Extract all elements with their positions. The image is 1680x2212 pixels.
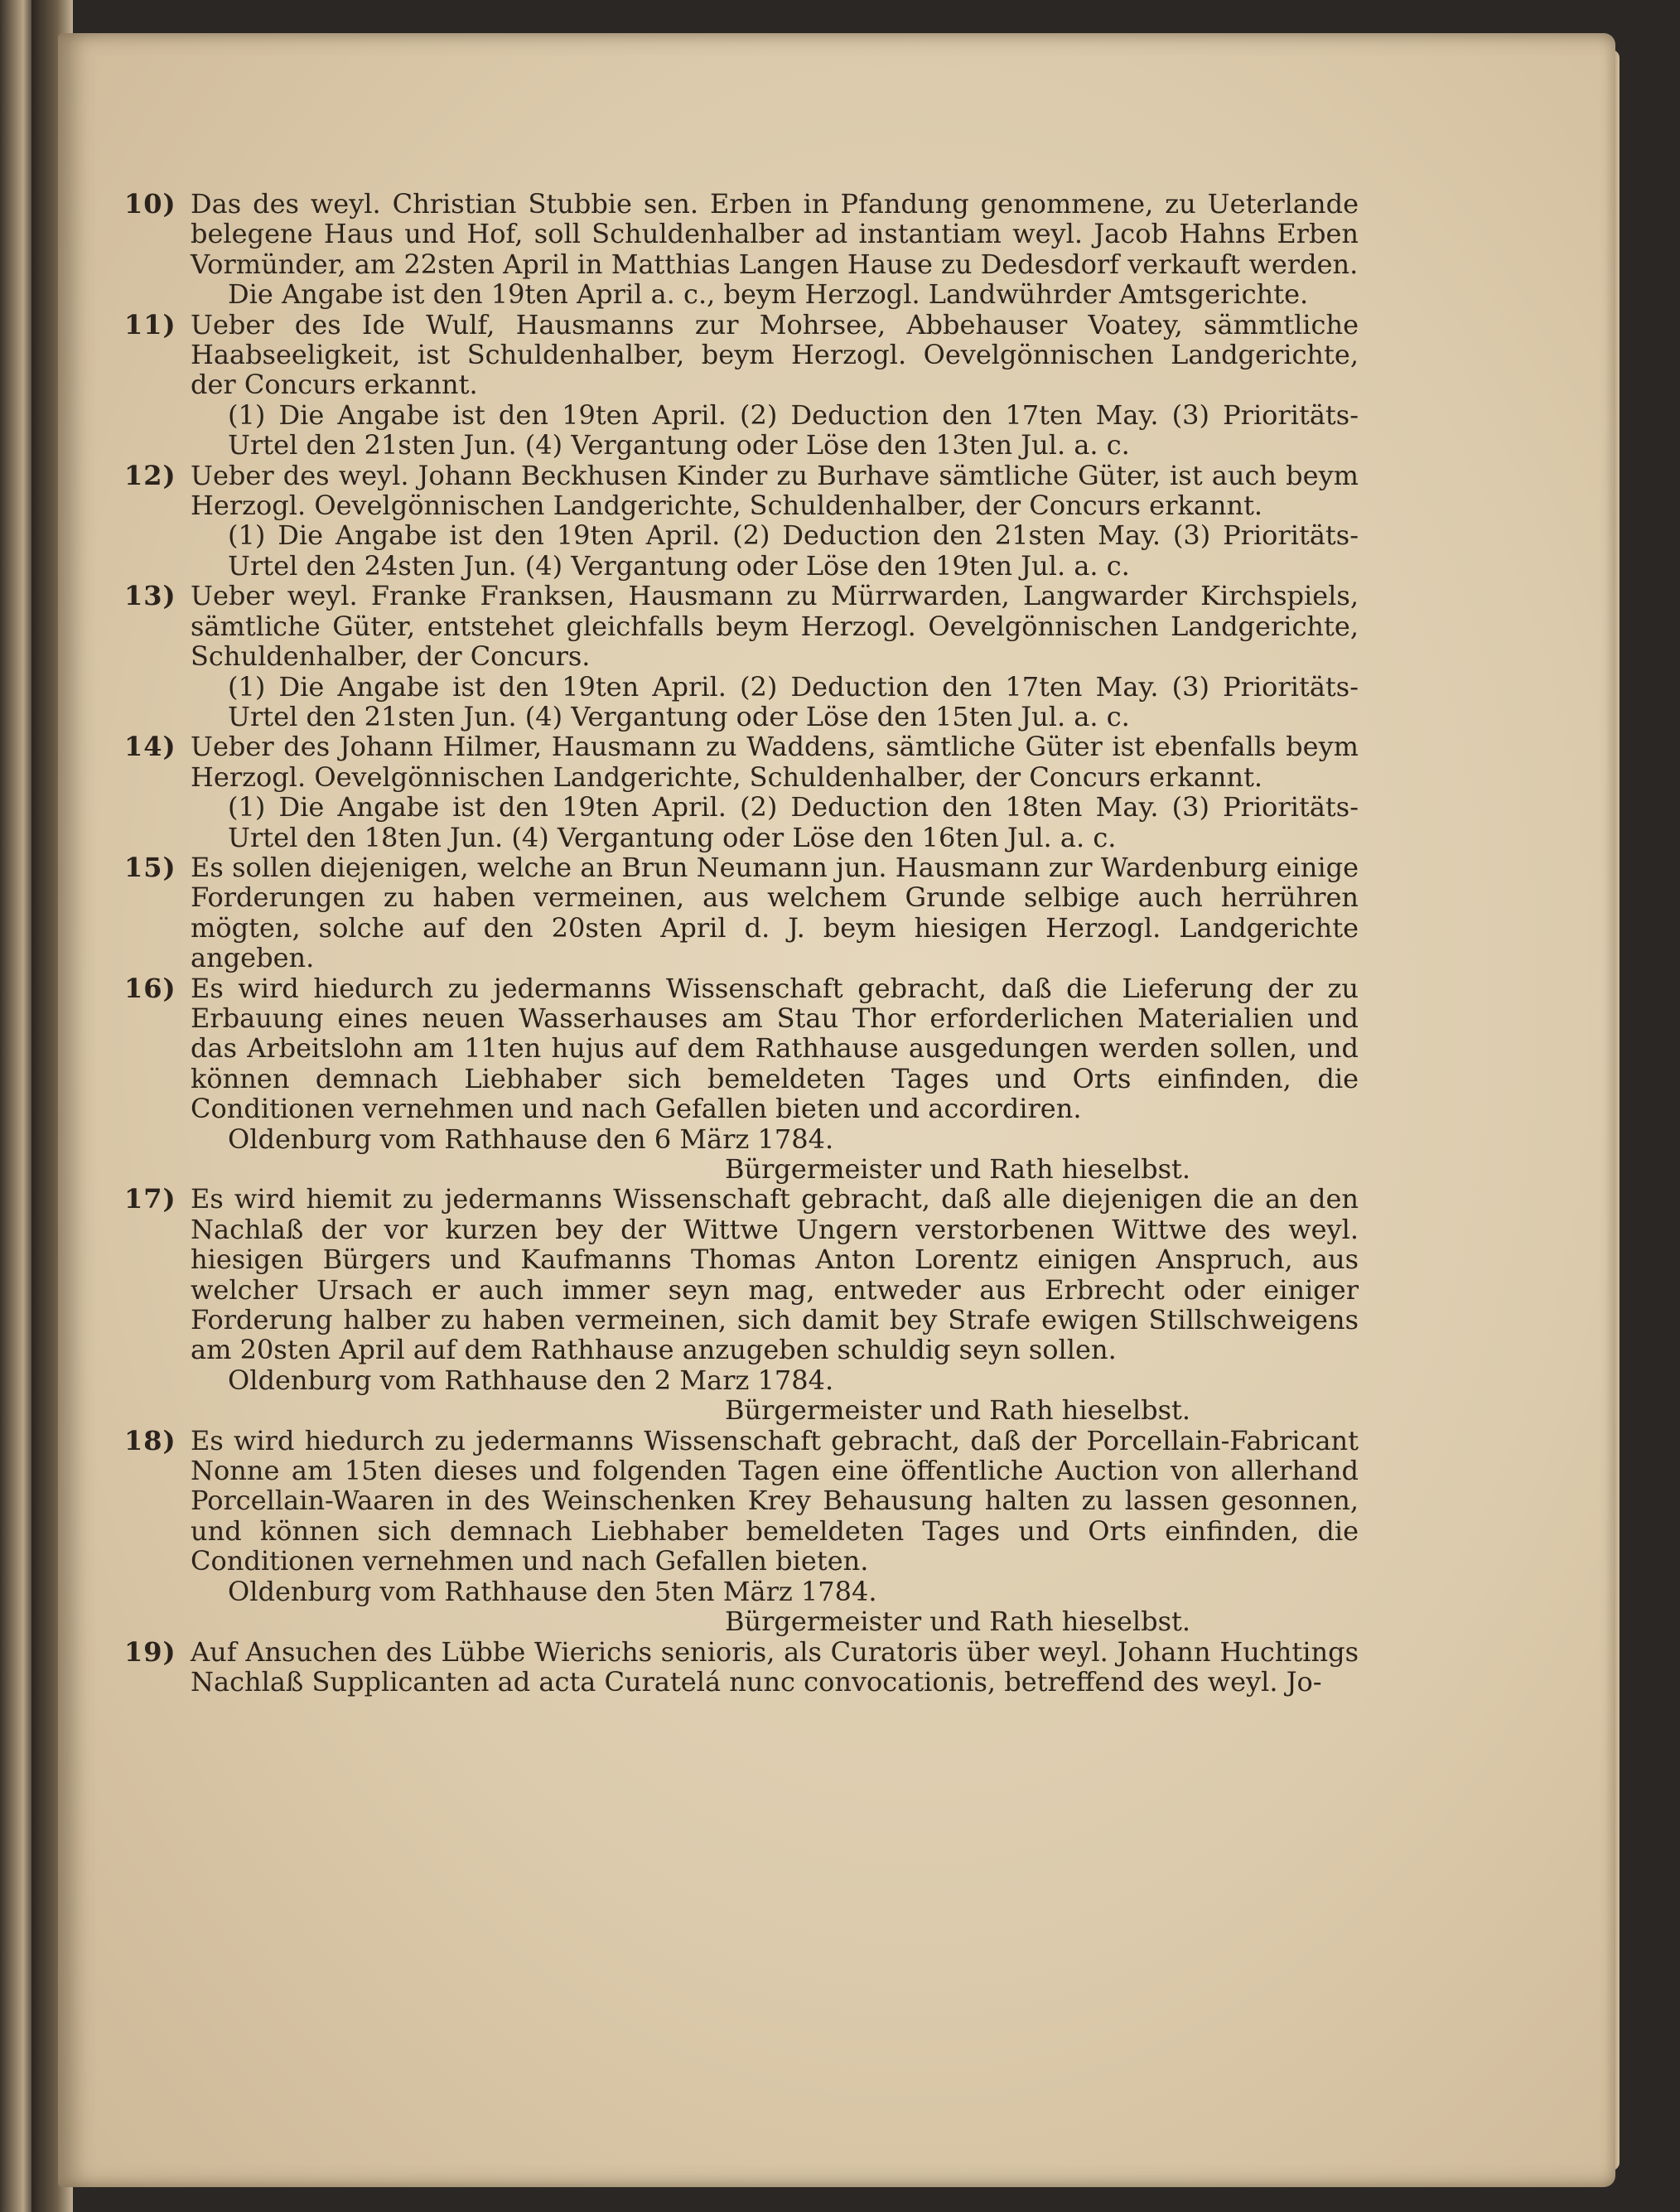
entry-number: 10) xyxy=(124,188,176,220)
entry-number: 12) xyxy=(124,459,176,491)
entry-text: Es wird hiedurch zu jedermanns Wissenschaft gebracht, daß die Lieferung der zu Erbauung eines neuen Wasserhauses am Stau Thor erforderlichen Materialien und das Arbeitslohn am 11ten hujus auf dem Rathhause ausgedungen werden sollen, und können demnach Liebhaber sich bemeldeten Tages und Orts einfinden, die Conditionen vernehmen und nach Gefallen bieten und accordiren. xyxy=(191,972,1359,1125)
entry-note: (1) Die Angabe ist den 19ten April. (2) Deduction den 17ten May. (3) Prioritäts-Urtel den 21sten Jun. (4) Vergantung oder Löse den 13ten Jul. a. c. xyxy=(228,398,1359,461)
entry-text: Das des weyl. Christian Stubbie sen. Erben in Pfandung genommene, zu Ueterlande belegene Haus und Hof, soll Schuldenhalber ad instantiam weyl. Jacob Hahns Erben Vormünder, am 22sten April in Matthias Langen Hause zu Dedesdorf verkauft werden. xyxy=(191,188,1359,280)
entry-text: Ueber des Ide Wulf, Hausmanns zur Mohrsee, Abbehauser Voatey, sämmtliche Haabseeligkeit, ist Schuldenhalber, beym Herzogl. Oevelgönnischen Landgerichte, der Concurs erkannt. xyxy=(191,308,1359,401)
entry-text: Auf Ansuchen des Lübbe Wierichs senioris, als Curatoris über weyl. Johann Huchtings Nachlaß Supplicanten ad acta Curatelá nunc convocationis, betreffend des weyl. Jo- xyxy=(191,1635,1359,1698)
place-date: Oldenburg vom Rathhause den 5ten März 1784. xyxy=(228,1575,877,1607)
signature: Bürgermeister und Rath hieselbst. xyxy=(725,1606,1191,1638)
entry-15 xyxy=(124,851,1359,974)
entry-12 xyxy=(124,459,1359,582)
entry-14 xyxy=(124,731,1359,853)
entry-number: 19) xyxy=(124,1635,176,1668)
page-text xyxy=(124,188,1359,1698)
entry-text: Es wird hiemit zu jedermanns Wissenschaft gebracht, daß alle diejenigen die an den Nachlaß der vor kurzen bey der Wittwe Ungern verstorbenen Wittwe des weyl. hiesigen Bürgers und Kaufmanns Thomas Anton Lorentz einigen Anspruch, aus welcher Ursach er auch immer seyn mag, entweder aus Erbrecht oder einiger Forderung halber zu haben vermeinen, sich damit bey Strafe ewigen Stillschweigens am 20sten April auf dem Rathhause anzugeben schuldig seyn sollen. xyxy=(191,1183,1359,1366)
left-page-edge xyxy=(0,0,33,2212)
entry-16 xyxy=(124,972,1359,1185)
entry-note: (1) Die Angabe ist den 19ten April. (2) Deduction den 17ten May. (3) Prioritäts-Urtel den 21sten Jun. (4) Vergantung oder Löse den 15ten Jul. a. c. xyxy=(228,670,1359,732)
entry-number: 11) xyxy=(124,308,176,340)
entry-text: Ueber des Johann Hilmer, Hausmann zu Waddens, sämtliche Güter ist ebenfalls beym Herzogl. Oevelgönnischen Landgerichte, Schuldenhalber, der Concurs erkannt. xyxy=(191,731,1359,793)
entry-10 xyxy=(124,188,1359,311)
entry-13 xyxy=(124,580,1359,732)
entry-note: Die Angabe ist den 19ten April a. c., beym Herzogl. Landwührder Amtsgerichte. xyxy=(228,278,1309,311)
entry-text: Es wird hiedurch zu jedermanns Wissenschaft gebracht, daß der Porcellain-Fabricant Nonne am 15ten dieses und folgenden Tagen eine öffentliche Auction von allerhand Porcellain-Waaren in des Weinschenken Krey Behausung halten zu lassen gesonnen, und können sich demnach Liebhaber bemeldeten Tages und Orts einfinden, die Conditionen vernehmen und nach Gefallen bieten. xyxy=(191,1424,1359,1577)
place-date: Oldenburg vom Rathhause den 6 März 1784. xyxy=(228,1123,834,1155)
entry-11 xyxy=(124,308,1359,461)
entry-text: Ueber weyl. Franke Franksen, Hausmann zu Mürrwarden, Langwarder Kirchspiels, sämtliche Güter, entstehet gleichfalls beym Herzogl. Oevelgönnischen Landgerichte, Schuldenhalber, der Concurs. xyxy=(191,580,1359,673)
entry-number: 18) xyxy=(124,1424,176,1456)
entry-number: 14) xyxy=(124,731,176,763)
signature: Bürgermeister und Rath hieselbst. xyxy=(725,1153,1191,1185)
entry-19 xyxy=(124,1635,1359,1698)
entry-number: 17) xyxy=(124,1183,176,1215)
entry-text: Ueber des weyl. Johann Beckhusen Kinder zu Burhave sämtliche Güter, ist auch beym Herzogl. Oevelgönnischen Landgerichte, Schuldenhalber, der Concurs erkannt. xyxy=(191,459,1359,522)
entry-note: (1) Die Angabe ist den 19ten April. (2) Deduction den 21sten May. (3) Prioritäts-Urtel den 24sten Jun. (4) Vergantung oder Löse den 19ten Jul. a. c. xyxy=(228,519,1359,582)
entry-note: (1) Die Angabe ist den 19ten April. (2) Deduction den 18ten May. (3) Prioritäts-Urtel den 18ten Jun. (4) Vergantung oder Löse den 16ten Jul. a. c. xyxy=(228,791,1359,853)
signature: Bürgermeister und Rath hieselbst. xyxy=(725,1394,1191,1427)
entry-number: 13) xyxy=(124,580,176,612)
entry-number: 16) xyxy=(124,972,176,1004)
entry-18 xyxy=(124,1424,1359,1638)
entry-text: Es sollen diejenigen, welche an Brun Neumann jun. Hausmann zur Wardenburg einige Forderungen zu haben vermeinen, aus welchem Grunde selbige auch herrühren mögten, solche auf den 20sten April d. J. beym hiesigen Herzogl. Landgerichte angeben. xyxy=(191,851,1359,974)
entry-number: 15) xyxy=(124,851,176,883)
place-date: Oldenburg vom Rathhause den 2 Marz 1784. xyxy=(228,1364,834,1396)
entry-17 xyxy=(124,1183,1359,1427)
